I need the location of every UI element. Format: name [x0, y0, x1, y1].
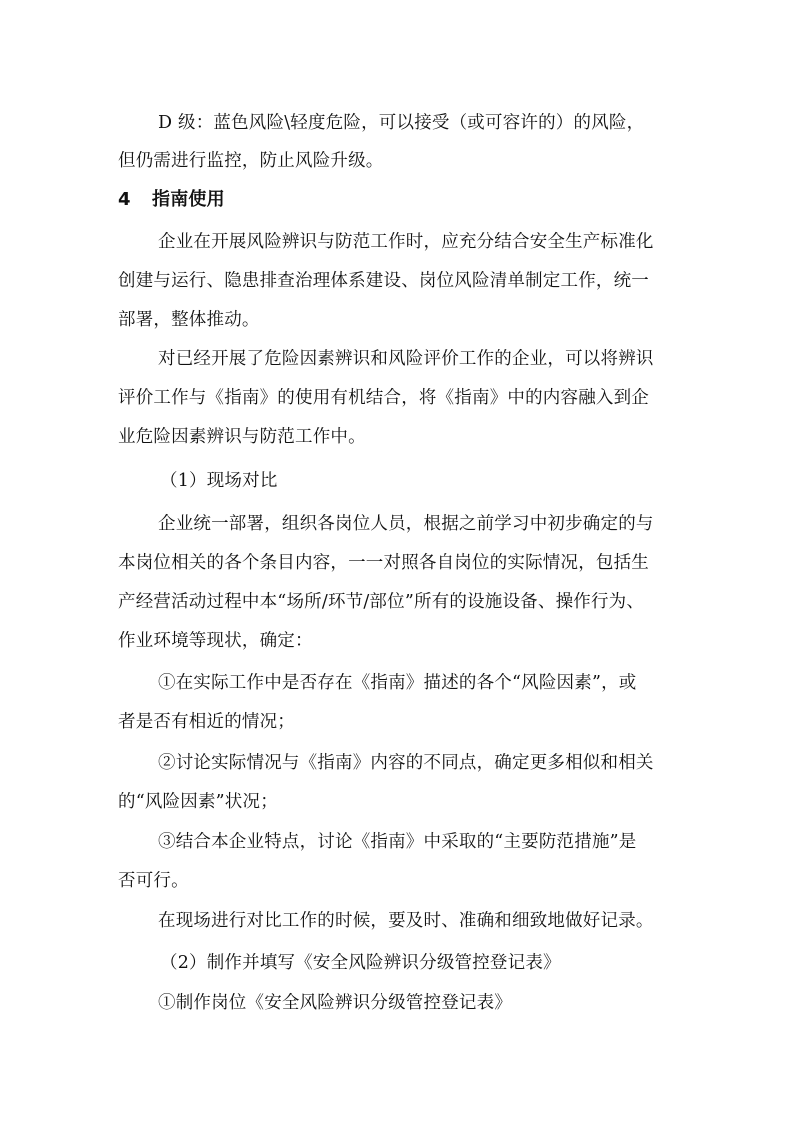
para3-line-3: 产经营活动过程中本“场所/环节/部位”所有的设施设备、操作行为、 [118, 592, 645, 612]
item1-line-1: ①在实际工作中是否存在《指南》描述的各个“风险因素”，或 [158, 673, 637, 693]
d-level-line-1: D 级：蓝色风险\轻度危险，可以接受（或可容许的）的风险， [158, 113, 645, 133]
item4-line: ①制作岗位《安全风险辨识分级管控登记表》 [158, 993, 512, 1013]
item2-line-1: ②讨论实际情况与《指南》内容的不同点，确定更多相似和相关 [158, 753, 654, 773]
item3-line-2: 否可行。 [118, 871, 189, 891]
para2-line-1: 对已经开展了危险因素辨识和风险评价工作的企业，可以将辨识 [158, 349, 654, 369]
item1-line-2: 者是否有相近的情况； [118, 712, 295, 732]
para1-line-2: 创建与运行、隐患排查治理体系建设、岗位风险清单制定工作，统一 [118, 271, 649, 291]
section-title: 指南使用 [152, 189, 225, 210]
para1-line-3: 部署，整体推动。 [118, 310, 260, 330]
para3-line-4: 作业环境等现状，确定： [118, 631, 313, 651]
para1-line-1: 企业在开展风险辨识与防范工作时，应充分结合安全生产标准化 [158, 232, 654, 252]
para2-line-3: 业危险因素辨识与防范工作中。 [118, 427, 366, 447]
item2-line-2: 的“风险因素”状况； [118, 792, 278, 812]
subheading-1: （1）现场对比 [160, 471, 278, 491]
para3-line-1: 企业统一部署，组织各岗位人员，根据之前学习中初步确定的与 [158, 514, 654, 534]
item3-line-1: ③结合本企业特点，讨论《指南》中采取的“主要防范措施”是 [158, 832, 637, 852]
subheading-2: （2）制作并填写《安全风险辨识分级管控登记表》 [160, 953, 561, 973]
para4-line: 在现场进行对比工作的时候，要及时、准确和细致地做好记录。 [158, 911, 654, 931]
section-number: 4 [118, 189, 131, 210]
section-heading [118, 187, 225, 213]
para2-line-2: 评价工作与《指南》的使用有机结合，将《指南》中的内容融入到企 [118, 388, 649, 408]
para3-line-2: 本岗位相关的各个条目内容，一一对照各自岗位的实际情况，包括生 [118, 553, 649, 573]
d-level-line-2: 但仍需进行监控，防止风险升级。 [118, 151, 384, 171]
